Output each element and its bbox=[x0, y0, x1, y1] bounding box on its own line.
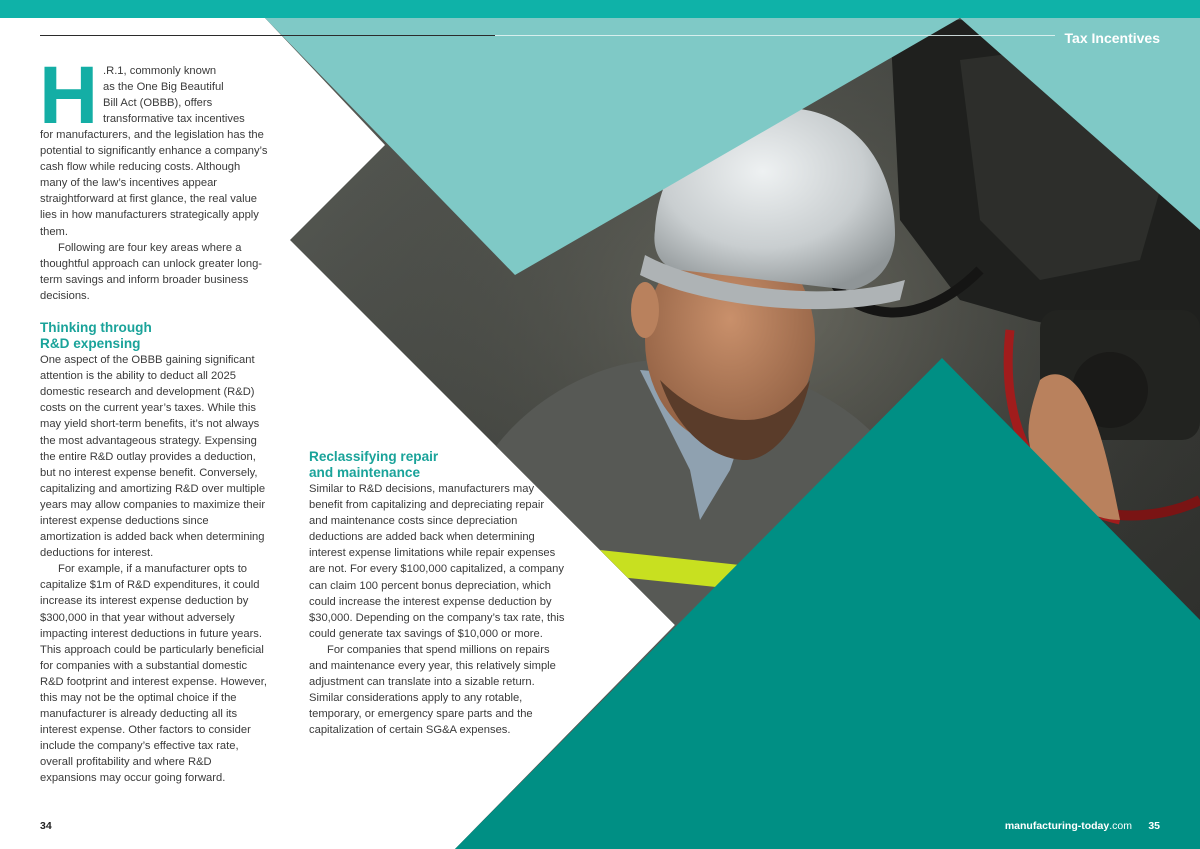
site-url-name: manufacturing-today bbox=[1004, 820, 1110, 832]
header-rule-left bbox=[40, 35, 495, 36]
body-paragraph: Following are four key areas where a thoughtful approach can unlock greater long-term savings and inform broader business decisions. bbox=[40, 241, 263, 302]
lead-lines bbox=[103, 63, 283, 127]
subheading-line: Thinking through bbox=[40, 320, 152, 336]
subheading-repair bbox=[309, 449, 565, 481]
column-middle bbox=[309, 449, 565, 739]
top-color-bar bbox=[0, 0, 1200, 18]
subheading-line: R&D expensing bbox=[40, 336, 141, 352]
lead-line: as the One Big Beautiful bbox=[103, 81, 224, 94]
drop-cap: H bbox=[39, 50, 99, 141]
section-title: Tax Incentives bbox=[1064, 30, 1160, 46]
page-number-left: 34 bbox=[40, 820, 52, 832]
lead-line: Bill Act (OBBB), offers bbox=[103, 97, 213, 110]
body-paragraph: For companies that spend millions on repairs and maintenance every year, this relatively simple adjustment can translate into a sizable return. Similar considerations apply to any rotable, temporary, or emergency spare parts and the capitalization of certain SG&A expenses. bbox=[309, 643, 556, 737]
subheading-rd bbox=[40, 320, 270, 352]
subheading-line: Reclassifying repair bbox=[309, 449, 439, 464]
page-number-right: 35 bbox=[1148, 820, 1160, 832]
column-left bbox=[40, 127, 270, 787]
body-paragraph: One aspect of the OBBB gaining significant attention is the ability to deduct all 2025 domestic research and development (R&D) costs on the current year’s taxes. While this may yield short-term benefits, it’s not always the most advantageous strategy. Expensing the entire R&D outlay provides a deduction, but no interest expense benefit. Conversely, capitalizing and amortizing R&D over multiple years may allow companies to maximize their interest expense deductions since amortization is added back when determining deductions for interest. bbox=[40, 354, 266, 560]
site-url-suffix: .com bbox=[1109, 820, 1132, 832]
subheading-line: and maintenance bbox=[309, 465, 421, 480]
lead-line: .R.1, commonly known bbox=[103, 65, 217, 77]
body-paragraph: for manufacturers, and the legislation has the potential to significantly enhance a company’s cash flow while reducing costs. Although many of the law’s incentives appear straightforward at first glance, the real value lies in how manufacturers strategically apply them. bbox=[40, 129, 268, 238]
body-paragraph: Similar to R&D decisions, manufacturers may benefit from capitalizing and depreciating repair and maintenance costs since depreciation deductions are added back when determining interest expense limitations while repair expenses are not. For every $100,000 capitalized, a company can claim 100 percent bonus depreciation, which could increase the interest expense deduction by $30,000. Depending on the company’s tax rate, this could generate tax savings of $10,000 or more. bbox=[309, 483, 565, 640]
site-url[interactable] bbox=[1005, 820, 1132, 832]
body-paragraph: For example, if a manufacturer opts to capitalize $1m of R&D expenditures, it could increase its interest expense deduction by $300,000 in that year without adversely impacting interest deductions in future years. This approach could be particularly beneficial for companies with a substantial domestic R&D footprint and interest expense. However, this may not be the optimal choice if the manufacturer is already deducting all its interest expense. Other factors to consider include the company’s effective tax rate, overall profitability and where R&D expansions may occur going forward. bbox=[40, 563, 267, 785]
lead-line: transformative tax incentives bbox=[103, 113, 245, 126]
header-rule-right bbox=[495, 35, 1055, 36]
